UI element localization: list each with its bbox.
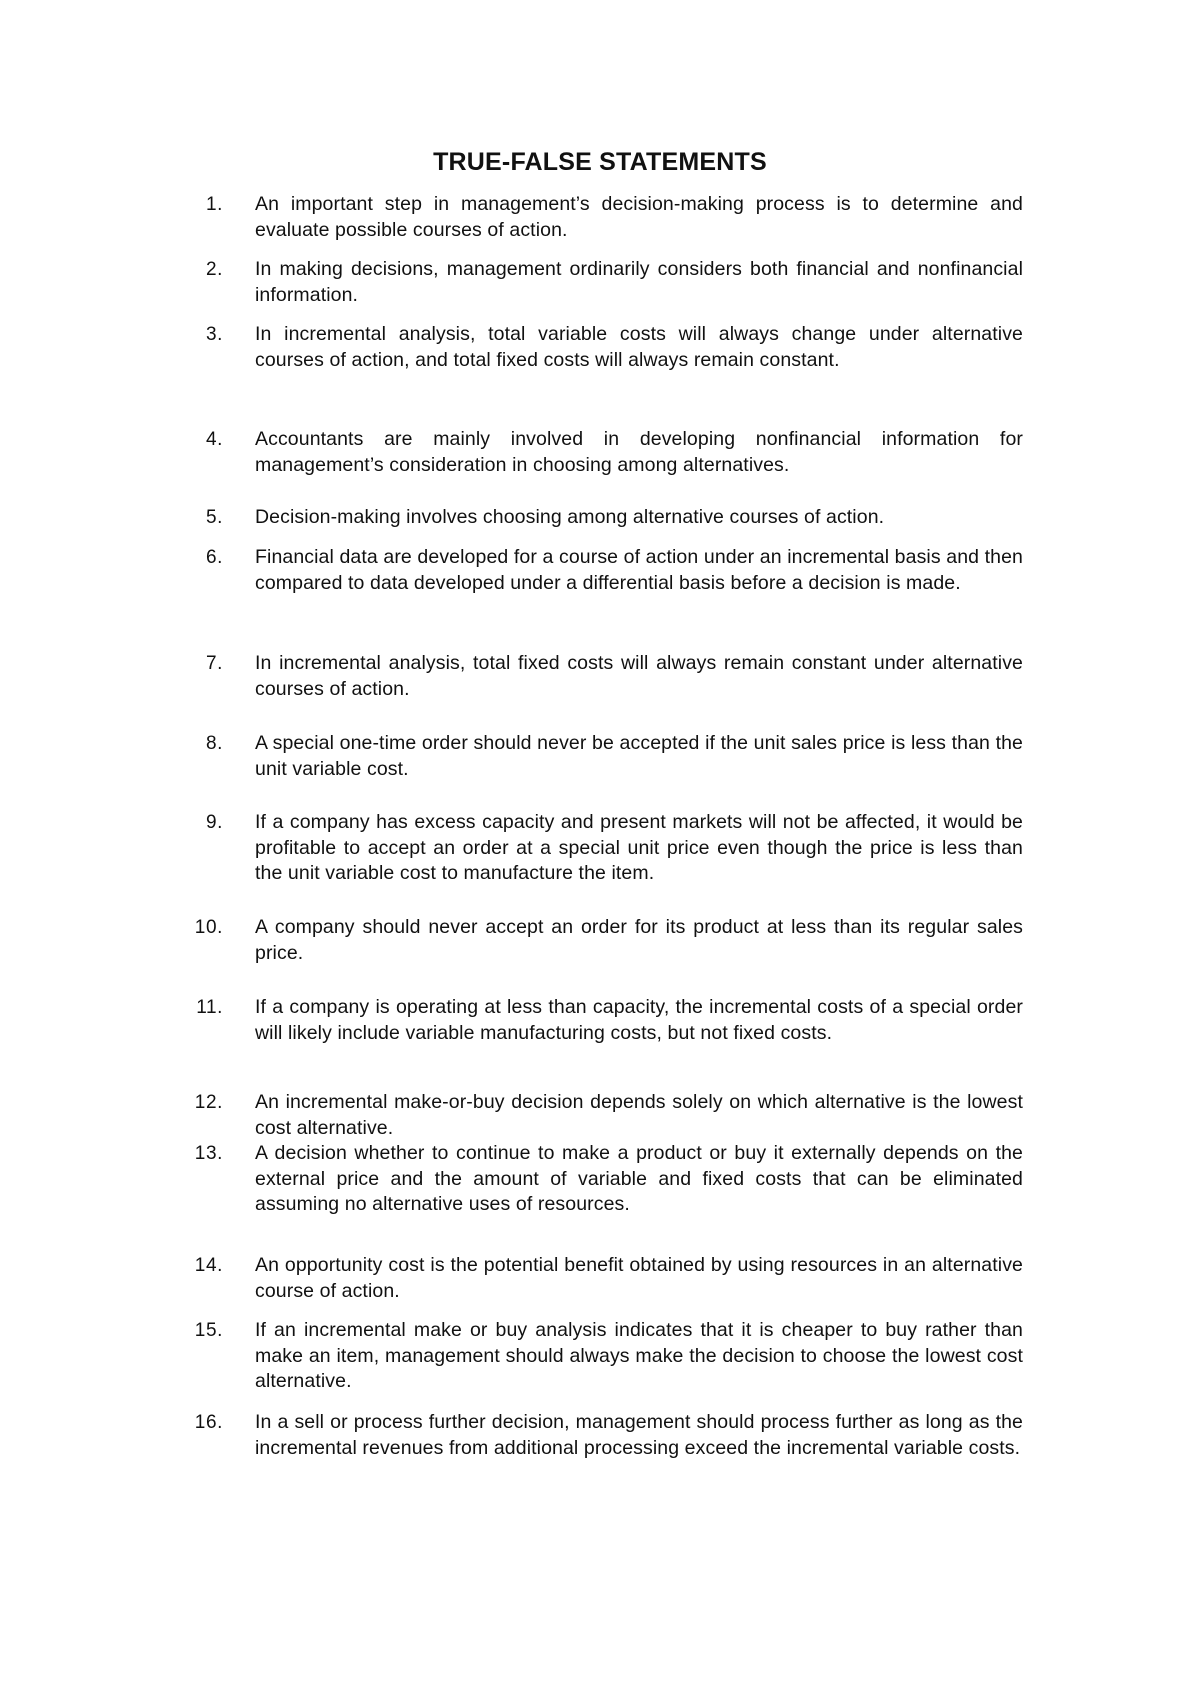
statement-number: 14.	[194, 1255, 223, 1276]
statement-number: 12.	[194, 1092, 223, 1113]
statement-text: In incremental analysis, total variable costs will always change under alternative courses of action, and total fixed costs will always remain constant.	[255, 323, 1023, 371]
statement-number: 3.	[205, 324, 223, 345]
statement-text: A company should never accept an order for its product at less than its regular sales price.	[255, 916, 1023, 964]
statement-text: If a company is operating at less than capacity, the incremental costs of a special order will likely include variable manufacturing costs, but not fixed costs.	[255, 996, 1023, 1044]
statement-text: An important step in management’s decision-making process is to determine and evaluate possible courses of action.	[255, 193, 1023, 241]
statement-number: 8.	[205, 733, 223, 754]
statement-number: 6.	[205, 547, 223, 568]
statement-number: 15.	[194, 1320, 223, 1341]
statement-text: In a sell or process further decision, management should process further as long as the incremental revenues from additional processing exceed the incremental variable costs.	[255, 1411, 1023, 1459]
statement-number: 16.	[194, 1412, 223, 1433]
statement-number: 2.	[205, 259, 223, 280]
statement-number: 7.	[205, 653, 223, 674]
statement-text: A decision whether to continue to make a product or buy it externally depends on the external price and the amount of variable and fixed costs that can be eliminated assuming no alternative uses of resources.	[255, 1142, 1023, 1215]
statement-text: Financial data are developed for a course of action under an incremental basis and then compared to data developed under a differential basis before a decision is made.	[255, 546, 1023, 594]
statement-text: Accountants are mainly involved in developing nonfinancial information for management’s consideration in choosing among alternatives.	[255, 428, 1023, 476]
statement-text: If a company has excess capacity and present markets will not be affected, it would be profitable to accept an order at a special unit price even though the price is less than the unit variable cost to manufacture the item.	[255, 811, 1023, 884]
statement-number: 5.	[205, 507, 223, 528]
statement-text: Decision-making involves choosing among alternative courses of action.	[255, 506, 885, 528]
statement-text: An incremental make-or-buy decision depends solely on which alternative is the lowest cost alternative.	[255, 1091, 1023, 1139]
statement-number: 10.	[194, 917, 223, 938]
statement-number: 4.	[205, 429, 223, 450]
statement-text: If an incremental make or buy analysis indicates that it is cheaper to buy rather than make an item, management should always make the decision to choose the lowest cost alternative.	[255, 1319, 1023, 1392]
page-title: TRUE-FALSE STATEMENTS	[433, 148, 767, 176]
statement-number: 11.	[196, 997, 223, 1018]
statement-number: 9.	[205, 812, 223, 833]
statement-number: 1.	[205, 194, 223, 215]
statement-text: A special one-time order should never be accepted if the unit sales price is less than the unit variable cost.	[255, 732, 1023, 780]
statement-text: In incremental analysis, total fixed costs will always remain constant under alternative courses of action.	[255, 652, 1023, 700]
statement-text: An opportunity cost is the potential benefit obtained by using resources in an alternative course of action.	[255, 1254, 1023, 1302]
statement-number: 13.	[194, 1143, 223, 1164]
statement-text: In making decisions, management ordinarily considers both financial and nonfinancial information.	[255, 258, 1023, 306]
